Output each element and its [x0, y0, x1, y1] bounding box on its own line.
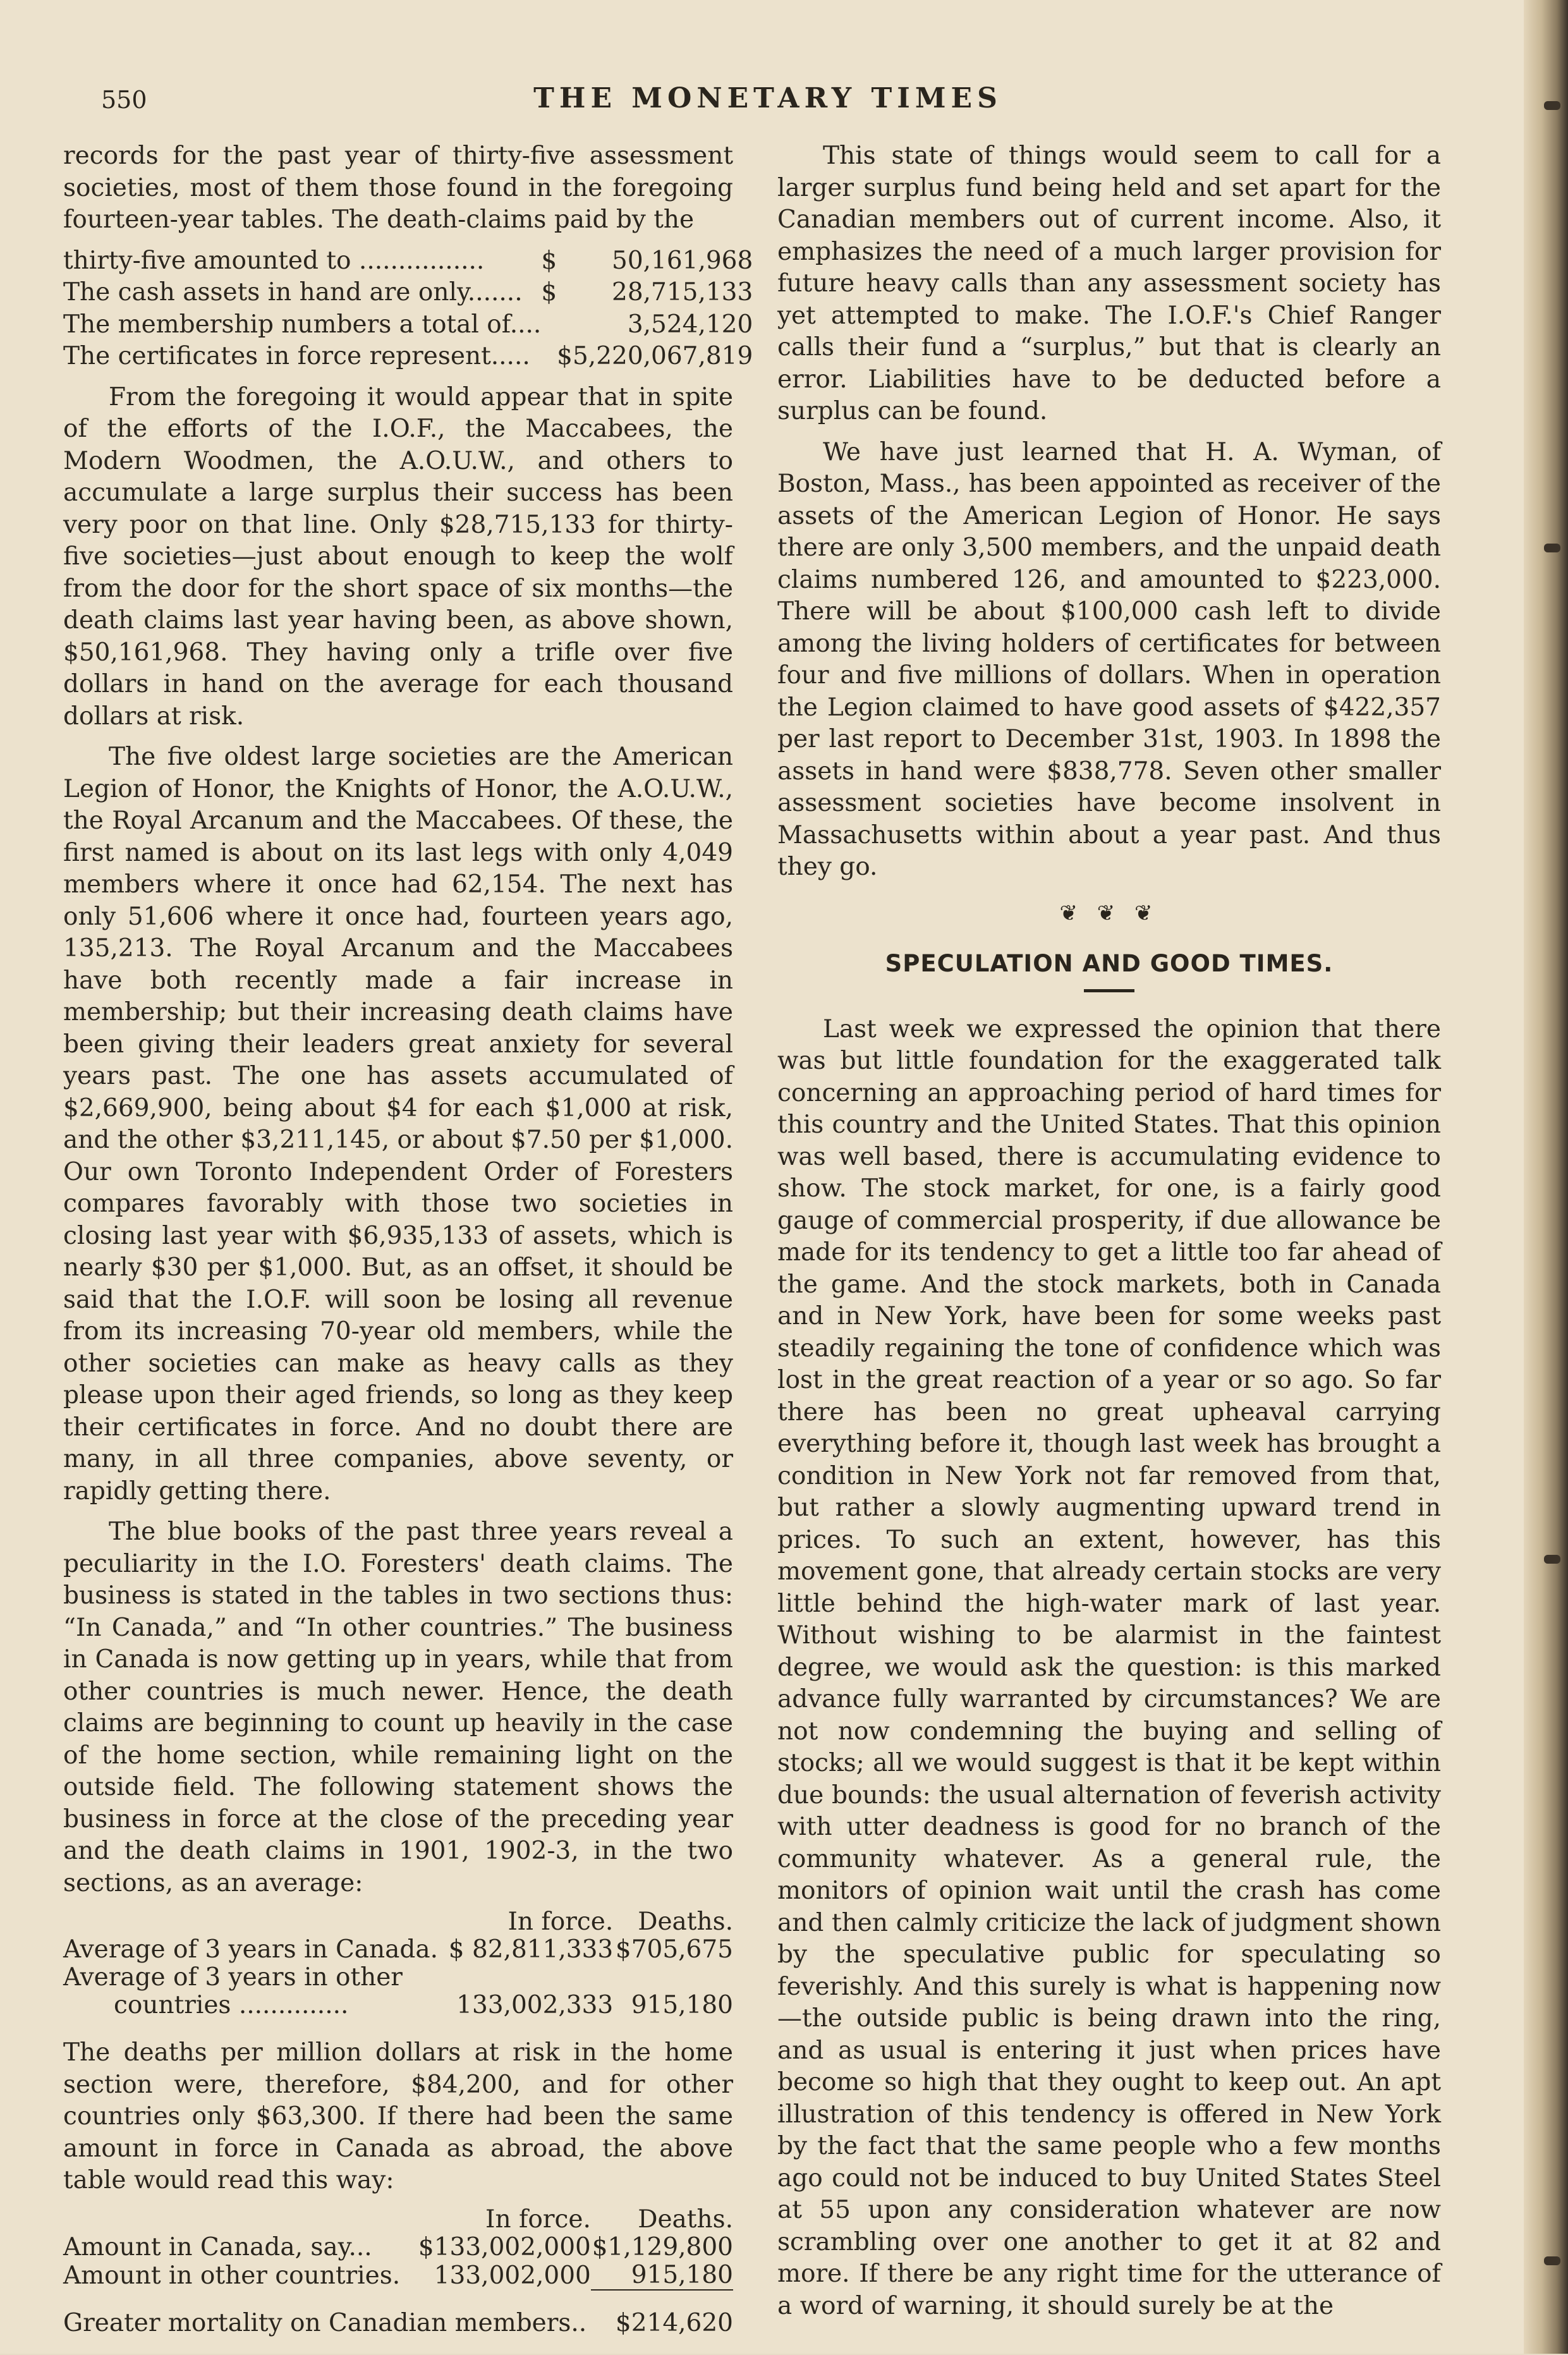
ledger-label: The cash assets in hand are only....... [63, 278, 523, 307]
deaths-value: 915,180 [591, 2261, 733, 2290]
ledger-value: $5,220,067,819 [557, 342, 753, 370]
table-row [63, 1992, 733, 2019]
paragraph: This state of things would seem to call for a larger surplus fund being held and set apart for the Canadian members out of current income. Also, it emphasizes the need of a much larger provision for future heavy calls than any assessment society has yet attempted to make. The I.O.F.'s Chief Ranger calls their fund a “surplus,” but that is clearly an error. Liabilities have to be deducted before a surplus can be found. [777, 142, 1441, 425]
ledger-row [63, 309, 753, 341]
summary-ledger [63, 245, 753, 373]
in-force-value: 133,002,000 [434, 2261, 591, 2290]
page-header [95, 82, 1441, 120]
table-row [63, 2234, 733, 2261]
row-label: Average of 3 years in Canada. [63, 1935, 439, 1964]
ledger-currency: $ [541, 246, 557, 275]
table-header-row [63, 1908, 733, 1936]
row-label: Amount in Canada, say... [63, 2232, 372, 2261]
ledger-currency: $ [541, 278, 557, 307]
ledger-row [63, 245, 753, 277]
column-header-deaths: Deaths. [638, 2205, 733, 2234]
running-title: THE MONETARY TIMES [533, 82, 1002, 114]
row-label: countries .............. [114, 1991, 349, 2019]
paragraph: From the foregoing it would appear that in spite of the efforts of the I.O.F., the Maccabees, the Modern Woodmen, the A.O.U.W., and others to accumulate a large surplus their success has been very poor on that line. Only $28,715,133 for thirty-five societies—just about enough to keep the wolf from the door for the short space of six months—the death claims last year having been, as above shown, $50,161,968. They having only a trifle over five dollars in hand on the average for each thousand dollars at risk. [63, 382, 733, 731]
row-label: Average of 3 years in other [63, 1963, 403, 1992]
ledger-label: The certificates in force represent..... [63, 342, 530, 370]
ledger-value: 28,715,133 [612, 278, 753, 307]
table-row [63, 2261, 733, 2290]
total-label: Greater mortality on Canadian members.. [63, 2308, 587, 2337]
section-heading: SPECULATION AND GOOD TIMES. [885, 950, 1334, 977]
in-force-value: $ 82,811,333 [448, 1935, 614, 1964]
table-header-row [63, 2206, 733, 2234]
edge-mark [1544, 544, 1560, 552]
deaths-value: 915,180 [631, 1991, 733, 2019]
left-column [63, 140, 753, 2355]
deaths-value: $1,129,800 [592, 2232, 733, 2261]
edge-mark [1544, 1555, 1560, 1564]
heading-rule [1084, 989, 1134, 992]
table-total-row [63, 2290, 733, 2337]
paragraph: The blue books of the past three years reveal a peculiarity in the I.O. Foresters' death claims. The business is stated in the tables in two sections thus: “In Canada,” and “In other countries.” The business in Canada is now getting up in years, while that from other countries is much newer. Hence, the death claims are beginning to count up heavily in the case of the home section, while remaining light on the outside field. The following statement shows the business in force at the close of the preceding year and the death claims in 1901, 1902-3, in the two sections, as an average: [63, 1518, 733, 1897]
edge-mark [1544, 2256, 1560, 2265]
paragraph: We have just learned that H. A. Wyman, of Boston, Mass., has been appointed as receiver of the assets of the American Legion of Honor. He says there are only 3,500 members, and the unpaid death claims numbered 126, and amounted to $223,000. There will be about $100,000 cash left to divide among the living holders of certificates for between four and five millions of dollars. When in operation the Legion claimed to have good assets of $422,357 per last report to December 31st, 1903. In 1898 the assets in hand were $838,778. Seven other smaller assessment societies have become insolvent in Massachusetts within about a year past. And thus they go. [777, 437, 1441, 881]
column-header-deaths: Deaths. [638, 1908, 733, 1936]
average-table [63, 1908, 733, 2019]
ledger-currency [541, 341, 557, 373]
deaths-value: $705,675 [615, 1935, 733, 1964]
ledger-row [63, 277, 753, 309]
total-value: $214,620 [615, 2308, 733, 2337]
edge-mark [1544, 101, 1560, 110]
paragraph: The deaths per million dollars at risk in the home section were, therefore, $84,200, and for other countries only $63,300. If there had been the same amount in force in Canada as abroad, the above table would read this way: [63, 2038, 733, 2194]
row-label: Amount in other countries. [63, 2261, 401, 2290]
ledger-value: 3,524,120 [627, 310, 753, 339]
paragraph: Last week we expressed the opinion that there was but little foundation for the exaggerated talk concerning an approaching period of hard times for this country and the United States. That this opinion was well based, there is accumulating evidence to show. The stock market, for one, is a fairly good gauge of commercial prosperity, if due allowance be made for its tendency to get a little too far ahead of the game. And the stock markets, both in Canada and in New York, have been for some weeks past steadily regaining the tone of confidence which was lost in the great reaction of a year or so ago. So far there has been no great upheaval carrying everything before it, though last week has brought a condition in New York not far removed from that, but rather a slowly augmenting upward trend in prices. To such an extent, however, has this movement gone, that already certain stocks are very little behind the high-water mark of last year. Without wishing to be alarmist in the faintest degree, we would ask the question: is this marked advance fully warranted by circumstances? We are not now condemning the buying and selling of stocks; all we would suggest is that it be kept within due bounds: the usual alternation of feverish activity with utter deadness is good for no branch of the community whatever. As a general rule, the monitors of opinion wait until the crash has come and then calmly criticize the lack of judgment shown by the speculative public for speculating so feverishly. And this surely is what is happening now—the outside public is being drawn into the ring, and as usual is entering it just when prices have become so high that they ought to keep out. An apt illustration of this tendency is offered in New York by the fact that the same people who a few months ago could not be induced to buy United States Steel at 55 upon any consideration whatever are now scrambling over one another to get it at 82 and more. If there be any right time for the utterance of a word of warning, it should surely be at the [777, 1014, 1441, 2320]
ledger-label: thirty-five amounted to ................ [63, 246, 485, 275]
in-force-value: $133,002,000 [418, 2232, 591, 2261]
right-column [777, 140, 1441, 2331]
in-force-value: 133,002,333 [456, 1991, 614, 2019]
section-ornament: ❦ ❦ ❦ [1059, 900, 1159, 926]
column-header-in-force: In force. [485, 2205, 591, 2234]
ledger-label: The membership numbers a total of.... [63, 310, 542, 339]
page-number: 550 [101, 86, 147, 114]
column-header-in-force: In force. [507, 1908, 614, 1936]
table-row [63, 1964, 733, 1992]
ledger-currency [541, 309, 557, 341]
comparison-table [63, 2206, 733, 2337]
ledger-value: 50,161,968 [612, 246, 753, 275]
paragraph: The five oldest large societies are the American Legion of Honor, the Knights of Honor, the A.O.U.W., the Royal Arcanum and the Maccabees. Of these, the first named is about on its last legs with only 4,049 members where it once had 62,154. The next has only 51,606 where it once had, fourteen years ago, 135,213. The Royal Arcanum and the Maccabees have both recently made a fair increase in membership; but their increasing death claims have been giving their leaders great anxiety for several years past. The one has assets accumulated of $2,669,900, being about $4 for each $1,000 at risk, and the other $3,211,145, or about $7.50 per $1,000. Our own Toronto Independent Order of Foresters compares favorably with those two societies in closing last year with $6,935,133 of assets, which is nearly $30 per $1,000. But, as an offset, it should be said that the I.O.F. will soon be losing all revenue from its increasing 70-year old members, while the other societies can make as heavy calls as they please upon their aged friends, so long as they keep their certificates in force. And no doubt there are many, in all three companies, above seventy, or rapidly getting there. [63, 743, 733, 1506]
paragraph: records for the past year of thirty-five assessment societies, most of them those found in the foregoing fourteen-year tables. The death-claims paid by the [63, 142, 733, 234]
table-row [63, 1936, 733, 1964]
ledger-row [63, 341, 753, 373]
book-spine-edge [1524, 0, 1568, 2354]
